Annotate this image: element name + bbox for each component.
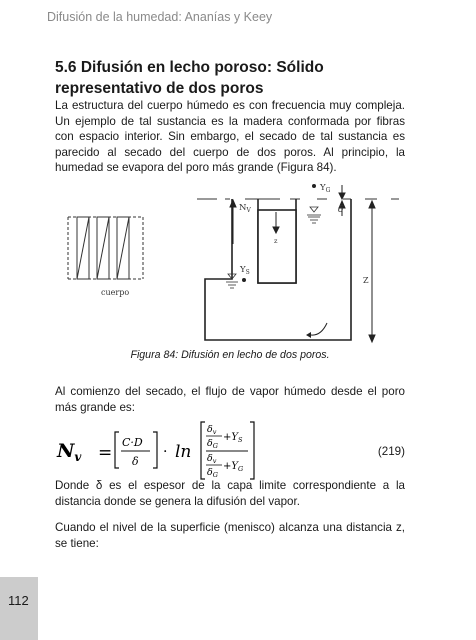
eq-equals: =: [98, 443, 113, 463]
z-dimension: [369, 201, 375, 342]
eq-dv-2: $\delta_v$: [207, 453, 217, 465]
eq-dv-1: $\delta_v$: [207, 424, 217, 436]
eq-numerator-cd: C·D: [122, 436, 143, 449]
yg-label: $Y_G$: [320, 183, 331, 194]
paragraph-delta-definition: Donde δ es el espesor de la capa limite correspondiente a la distancia donde se genera la difusión del vapor.: [55, 479, 405, 508]
section-title: 5.6 Difusión en lecho poroso: Sólido representativo de dos poros: [55, 59, 324, 97]
paragraph-meniscus: Cuando el nivel de la superficie (menisco) alcanza una distancia z, se tiene:: [55, 521, 405, 550]
page-number: 112: [8, 593, 29, 608]
nv-label: $N_V$: [239, 203, 251, 214]
ys-label: $Y_S$: [240, 265, 250, 276]
ys-dot: [242, 278, 246, 282]
cuerpo-hatch: [68, 217, 143, 279]
eq-den-yg: $+Y_G$: [223, 461, 244, 473]
eq-dot: ·: [163, 444, 168, 460]
cuerpo-label: cuerpo: [101, 288, 130, 297]
z-big-label: Z: [363, 276, 369, 285]
delta-label: δ: [338, 205, 344, 215]
figure-caption: Figura 84: Difusión en lecho de dos poros.: [130, 349, 330, 361]
eq-num-ys: $+Y_S$: [223, 432, 243, 444]
small-z-label: z: [274, 237, 278, 245]
water-level-marker: [310, 207, 318, 212]
pore-walls: [205, 199, 351, 340]
eq-bracket-left-2: [201, 422, 205, 479]
equation-219: [55, 420, 405, 480]
eq-dg-1: $\delta_G$: [207, 438, 218, 450]
paragraph-intro: La estructura del cuerpo húmedo es con frecuencia muy compleja. Un ejemplo de tal sustancia es la madera conformada por fibras con espacio interior. Sin embargo, el secado de tal sustancia es parecido al secado del cuerpo de dos poros. Al principio, la humedad se evapora del poro más grande (Figura 84).: [55, 99, 405, 174]
eq-dg-2: $\delta_G$: [207, 467, 218, 479]
flow-curve-arrow: [311, 323, 327, 335]
running-header: Difusión de la humedad: Ananías y Keey: [47, 10, 273, 24]
eq-ln: ln: [175, 442, 192, 462]
figure-diagram: [55, 180, 405, 350]
eq-denominator-delta: δ: [132, 455, 139, 468]
equation-formula: [55, 420, 405, 482]
page-number-tab: [0, 577, 38, 640]
eq-lhs: $N_v$: [57, 440, 82, 464]
nv-arrow: [230, 200, 236, 244]
figure-two-pore-bed: [55, 180, 405, 350]
equation-number: (219): [377, 445, 405, 458]
eq-bracket-right-1: [153, 432, 157, 468]
eq-bracket-right-2: [250, 422, 254, 479]
eq-bracket-left-1: [115, 432, 119, 468]
flow-arrow-head: [306, 332, 311, 338]
yg-dot: [312, 184, 316, 188]
paragraph-vapor-flow: Al comienzo del secado, el flujo de vapor húmedo desde el poro más grande es:: [55, 385, 405, 414]
